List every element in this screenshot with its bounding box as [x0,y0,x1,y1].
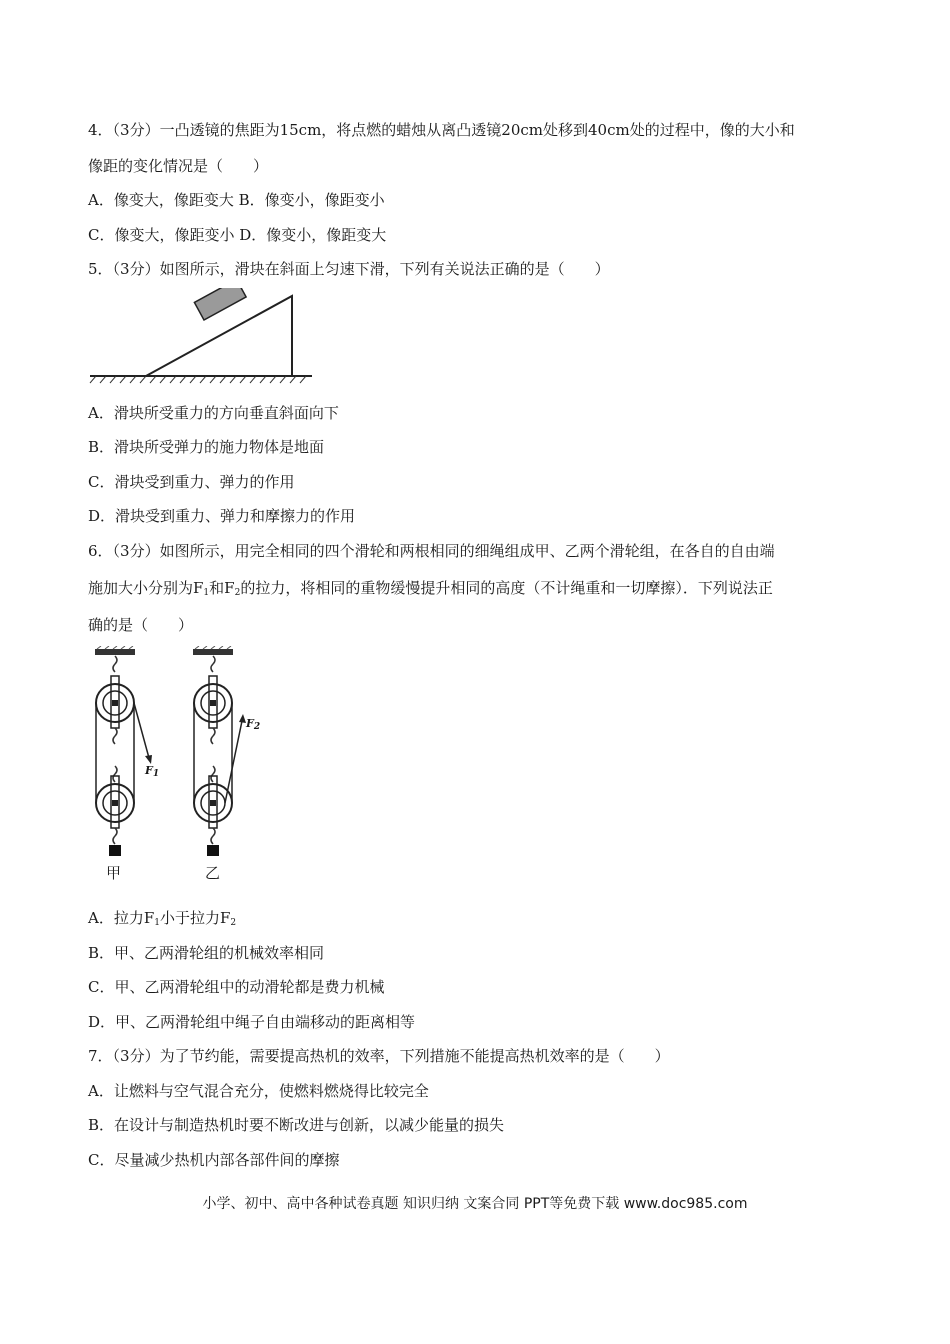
q7-option-c: C．尽量减少热机内部各部件间的摩擦 [88,1151,340,1169]
q7-option-b: B．在设计与制造热机时要不断改进与创新，以减少能量的损失 [88,1116,505,1134]
q5-stem: 5．（3分）如图所示，滑块在斜面上匀速下滑，下列有关说法正确的是（ ） [88,260,610,278]
q6-option-a: A．拉力$F_1$小于拉力$F_2$ [88,909,237,928]
q6-option-d: D．甲、乙两滑轮组中绳子自由端移动的距离相等 [88,1013,416,1031]
q6-option-c: C．甲、乙两滑轮组中的动滑轮都是费力机械 [88,978,385,996]
q4-options-cd: C．像变大，像距变小 D．像变小，像距变大 [88,226,387,244]
q5-option-a: A．滑块所受重力的方向垂直斜面向下 [88,404,339,422]
q6-stem-line2: 施加大小分别为$F_1$和$F_2$的拉力，将相同的重物缓慢提升相同的高度（不计绳重和一切摩擦）．下列说法正 [88,579,773,598]
pulley-figure [85,646,285,886]
q5-option-d: D．滑块受到重力、弹力和摩擦力的作用 [88,507,356,525]
page-footer: 小学、初中、高中各种试卷真题 知识归纳 文案合同 PPT等免费下载 www.doc985.com [202,1196,748,1212]
q4-stem-line1: 4．（3分）一凸透镜的焦距为15cm，将点燃的蜡烛从离凸透镜20cm处移到40cm处的过程中，像的大小和 [88,121,795,139]
pulley-system-jia [95,646,152,856]
q5-option-c: C．滑块受到重力、弹力的作用 [88,473,295,491]
force-label-f2: $F_2$ [246,717,261,732]
q7-option-a: A．让燃料与空气混合充分，使燃料燃烧得比较完全 [88,1082,429,1100]
q4-stem-line2: 像距的变化情况是（ ） [88,157,269,175]
pulley-system-yi [193,646,246,856]
q5-option-b: B．滑块所受弹力的施力物体是地面 [88,438,325,456]
figure-label-yi: 乙 [205,864,221,882]
sliding-block [194,288,246,320]
q4-options-ab: A．像变大，像距变大 B．像变小，像距变小 [88,191,385,209]
figure-label-jia: 甲 [106,864,122,882]
q6-stem-line3: 确的是（ ） [88,616,194,634]
force-label-f1: $F_1$ [145,764,160,779]
q6-option-b: B．甲、乙两滑轮组的机械效率相同 [88,944,325,962]
q6-stem-line1: 6．（3分）如图所示，用完全相同的四个滑轮和两根相同的细绳组成甲、乙两个滑轮组，在各自的自由端 [88,542,775,560]
q7-stem: 7．（3分）为了节约能，需要提高热机的效率，下列措施不能提高热机效率的是（ ） [88,1047,670,1065]
incline-figure [88,288,318,388]
